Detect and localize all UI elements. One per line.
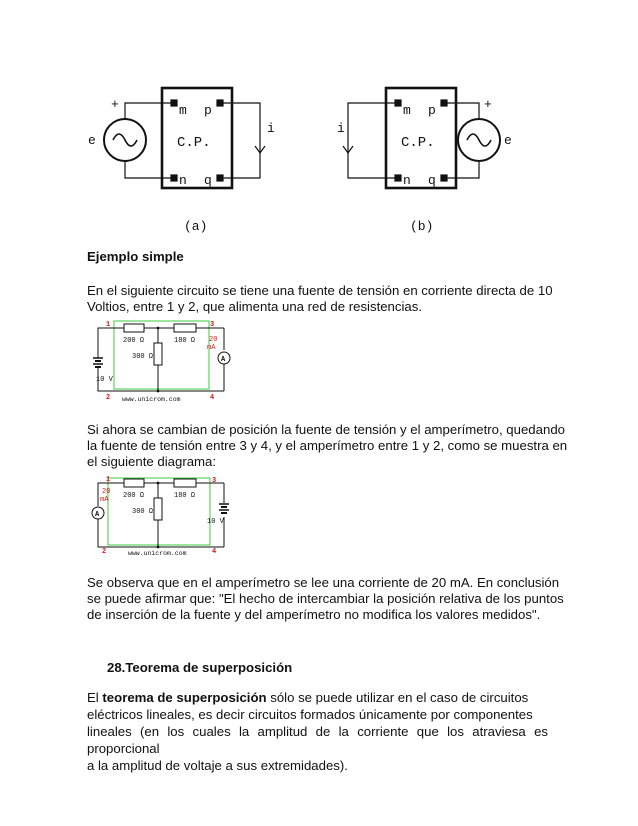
c1-node-4: 4: [210, 394, 215, 402]
c1-r1-label: 200 Ω: [123, 337, 145, 345]
label-p-a: p: [204, 103, 212, 118]
label-plus-b: +: [484, 97, 492, 112]
caption-b: (b): [410, 219, 434, 234]
c2-r2-label: 180 Ω: [174, 492, 196, 500]
c2-r1-label: 200 Ω: [123, 492, 145, 500]
c1-credit: www.unicrom.com: [122, 396, 181, 402]
example-para3-line2: se puede afirmar que: "El hecho de intercambiar la posición relativa de los puntos: [87, 591, 564, 606]
battery-icon: [93, 358, 103, 367]
c1-r3-label: 300 Ω: [132, 353, 154, 361]
label-plus-a: +: [111, 97, 119, 112]
c1-reading: 20: [209, 336, 218, 344]
label-e-a: e: [88, 133, 96, 148]
label-m-a: m: [179, 103, 187, 118]
example-para2-line2: la fuente de tensión entre 3 y 4, y el amperímetro entre 1 y 2, como se muestra en: [87, 438, 568, 453]
label-cp-a: C.P.: [177, 135, 211, 151]
c2-r3-label: 300 Ω: [132, 508, 154, 516]
example-para1-line1: En el siguiente circuito se tiene una fuente de tensión en corriente directa de 10: [87, 283, 553, 298]
label-e-b: e: [504, 133, 512, 148]
section-line1: [87, 689, 548, 706]
caption-a: (a): [184, 219, 208, 234]
example-para3-line1: Se observa que en el amperímetro se lee una corriente de 20 mA. En conclusión: [87, 575, 560, 590]
c1-node-2: 2: [106, 394, 111, 402]
c1-node-3: 3: [210, 321, 215, 329]
section-heading: [107, 659, 292, 676]
section-intro-bold: teorema de superposición: [102, 690, 267, 705]
section-line4: a la amplitud de voltaje a sus extremidades).: [87, 758, 348, 773]
c1-r2-label: 180 Ω: [174, 337, 196, 345]
c2-ammeter-icon: A: [95, 511, 100, 519]
section-paragraph: [87, 689, 548, 774]
c2-credit: www.unicrom.com: [128, 550, 187, 557]
label-m-b: m: [403, 103, 411, 118]
label-n-b: n: [403, 173, 411, 188]
c2-node-2: 2: [102, 548, 107, 556]
section-line3: lineales (en los cuales la amplitud de la corriente que los atraviesa es proporcional: [87, 724, 548, 756]
section-intro-post: sólo se puede utilizar en el caso de circuitos: [270, 690, 529, 705]
circuit-diagram-2: [88, 473, 238, 557]
label-n-a: n: [179, 173, 187, 188]
c1-source-label: 10 V: [96, 376, 113, 384]
example-para1-line2: Voltios, entre 1 y 2, que alimenta una red de resistencias.: [87, 299, 423, 314]
c2-node-4: 4: [212, 548, 217, 556]
c1-reading-unit: mA: [207, 344, 216, 352]
label-cp-b: C.P.: [401, 135, 435, 151]
section-number: 28.: [107, 660, 126, 675]
c2-source-label: 10 V: [207, 518, 224, 526]
label-i-a: i: [267, 121, 275, 136]
example-para2-line1: Si ahora se cambian de posición la fuente de tensión y el amperímetro, quedando: [87, 422, 565, 437]
section-intro-pre: El: [87, 690, 99, 705]
c2-reading-unit: mA: [100, 496, 109, 504]
section-line2: eléctricos lineales, es decir circuitos formados únicamente por componentes: [87, 707, 533, 722]
label-q-b: q: [428, 173, 436, 188]
circuit-diagram-1: [88, 318, 238, 402]
label-q-a: q: [204, 173, 212, 188]
c2-node-3: 3: [212, 477, 217, 485]
section-title: Teorema de superposición: [125, 660, 293, 675]
two-port-figure: [80, 80, 520, 238]
label-p-b: p: [428, 103, 436, 118]
example-heading: Ejemplo simple: [87, 249, 184, 264]
example-para2-line3: el siguiente diagrama:: [87, 454, 217, 469]
c1-node-1: 1: [106, 321, 111, 329]
example-para3-line3: de inserción de la fuente y del amperímetro no modifica los valores medidos".: [87, 607, 541, 622]
c2-reading: 20: [102, 488, 111, 496]
c1-ammeter-icon: A: [221, 356, 226, 364]
battery-icon: [219, 504, 229, 513]
c2-node-1: 1: [106, 476, 111, 484]
label-i-b: i: [337, 121, 345, 136]
